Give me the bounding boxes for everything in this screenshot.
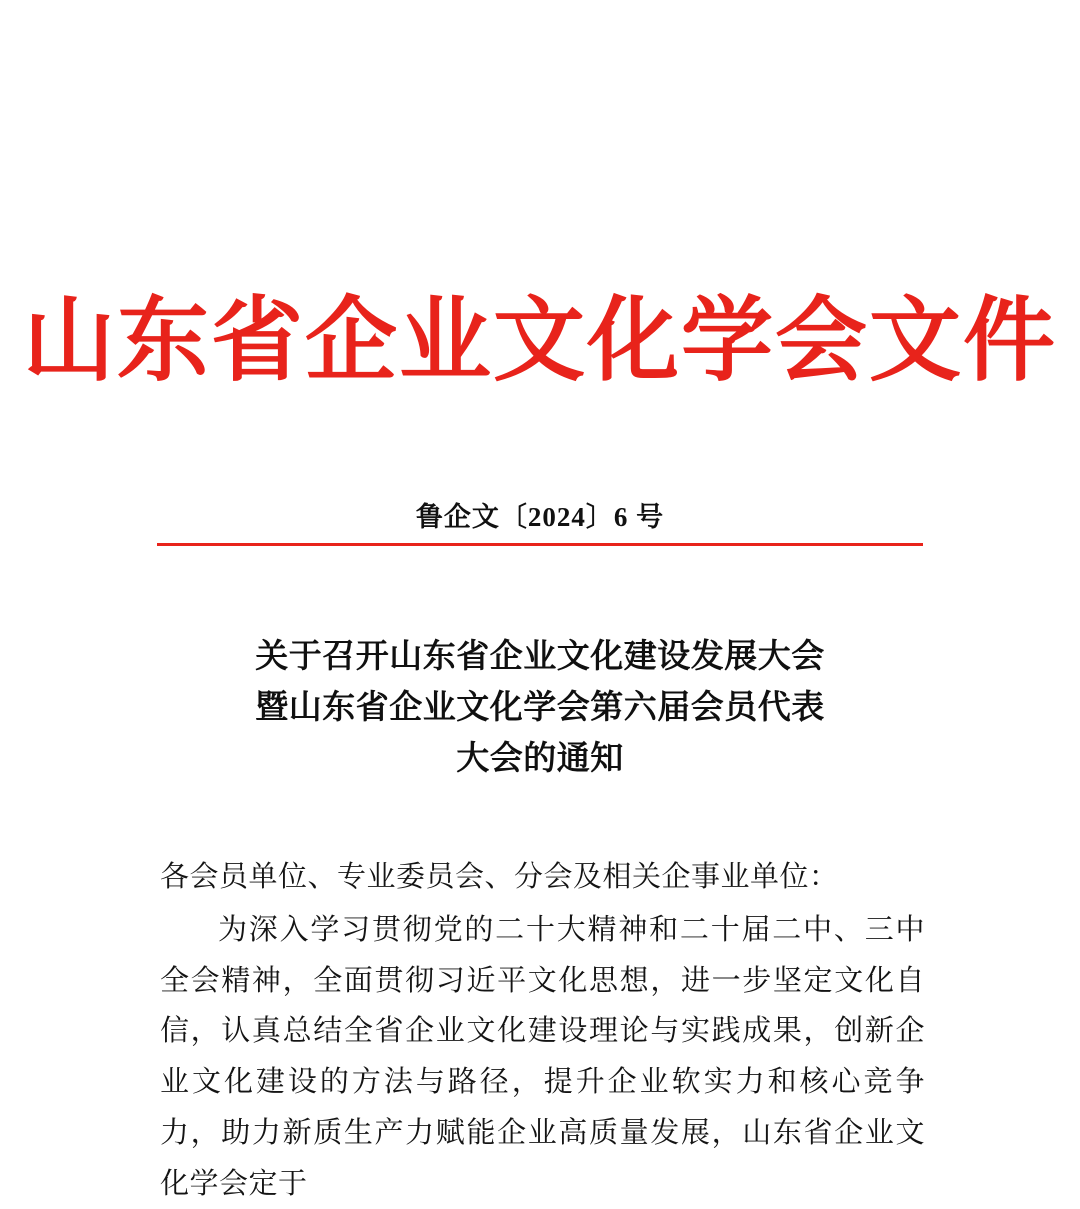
masthead [0, 286, 1080, 394]
document-title-line-2: 暨山东省企业文化学会第六届会员代表 [255, 687, 825, 727]
document-body [160, 852, 925, 1209]
document-number: 鲁企文〔2024〕6 号 [415, 502, 665, 532]
red-divider-rule [157, 543, 923, 546]
masthead-title: 山东省企业文化学会文件 [22, 286, 1057, 394]
document-title-line-3: 大会的通知 [456, 738, 624, 778]
document-title-line-1: 关于召开山东省企业文化建设发展大会 [255, 636, 825, 675]
body-paragraph-1: 为深入学习贯彻党的二十大精神和二十届二中、三中全会精神，全面贯彻习近平文化思想，进一步坚定文化自信，认真总结全省企业文化建设理论与实践成果，创新企业文化建设的方法与路径，提升企业软实力和核心竞争力，助力新质生产力赋能企业高质量发展，山东省企业文化学会定于 [160, 913, 925, 1200]
salutation: 各会员单位、专业委员会、分会及相关企事业单位： [160, 861, 839, 893]
document-title [160, 630, 920, 783]
